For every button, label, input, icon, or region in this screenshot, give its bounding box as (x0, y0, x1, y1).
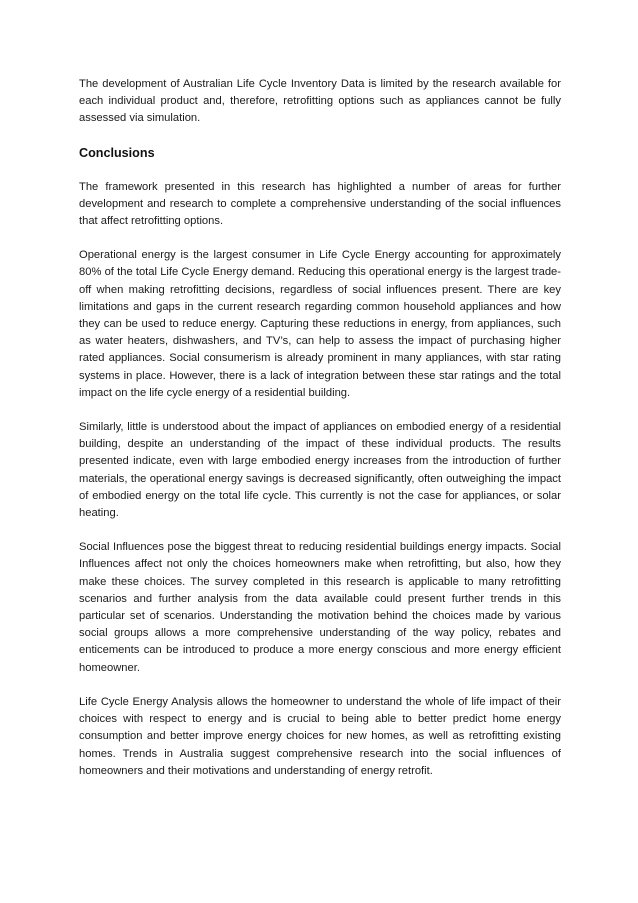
intro-paragraph: The development of Australian Life Cycle Inventory Data is limited by the research available for each individual product and, therefore, retrofitting options such as appliances cannot be fully assessed via simulation. (79, 78, 561, 125)
conclusions-paragraph-5: Life Cycle Energy Analysis allows the homeowner to understand the whole of life impact of their choices with respect to energy and is crucial to being able to better predict home energy consumption and better improve energy choices for new homes, as well as retrofitting existing homes. Trends in Australia suggest comprehensive research into the social influences of homeowners and their motivations and understanding of energy retrofit. (79, 695, 561, 777)
conclusions-paragraph-1: The framework presented in this research has highlighted a number of areas for further development and research to complete a comprehensive understanding of the social influences that affect retrofitting options. (79, 180, 561, 228)
section-heading-conclusions: Conclusions (79, 145, 155, 160)
document-page (79, 76, 561, 780)
conclusions-paragraph-3: Similarly, little is understood about the impact of appliances on embodied energy of a residential building, despite an understanding of the impact of these individual products. The results presented indicate, even with large embodied energy increases from the introduction of further materials, the operational energy savings is decreased significantly, often outweighing the impact of embodied energy on the total life cycle. This currently is not the case for appliances, or solar heating. (79, 421, 561, 520)
conclusions-paragraph-2: Operational energy is the largest consumer in Life Cycle Energy accounting for approximately 80% of the total Life Cycle Energy demand. Reducing this operational energy is the largest trade-off when making retrofitting decisions, regardless of social influences present. There are key limitations and gaps in the current research regarding common household appliances and how they can be used to reduce energy. Capturing these reductions in energy, from appliances, such as water heaters, dishwashers, and TV’s, can help to assess the impact of purchasing higher rated appliances. Social consumerism is already prominent in many appliances, with star rating systems in place. However, there is a lack of integration between these star ratings and the total impact on the life cycle energy of a residential building. (79, 249, 561, 399)
conclusions-paragraph-4: Social Influences pose the biggest threat to reducing residential buildings energy impacts. Social Influences affect not only the choices homeowners make when retrofitting, but also, how they make these choices. The survey completed in this research is applicable to many retrofitting scenarios and further analysis from the data available could present further trends in this particular set of scenarios. Understanding the motivation behind the choices made by various social groups allows a more comprehensive understanding of the way policy, rebates and enticements can be introduced to produce a more energy conscious and more energy efficient homeowner. (79, 541, 561, 674)
